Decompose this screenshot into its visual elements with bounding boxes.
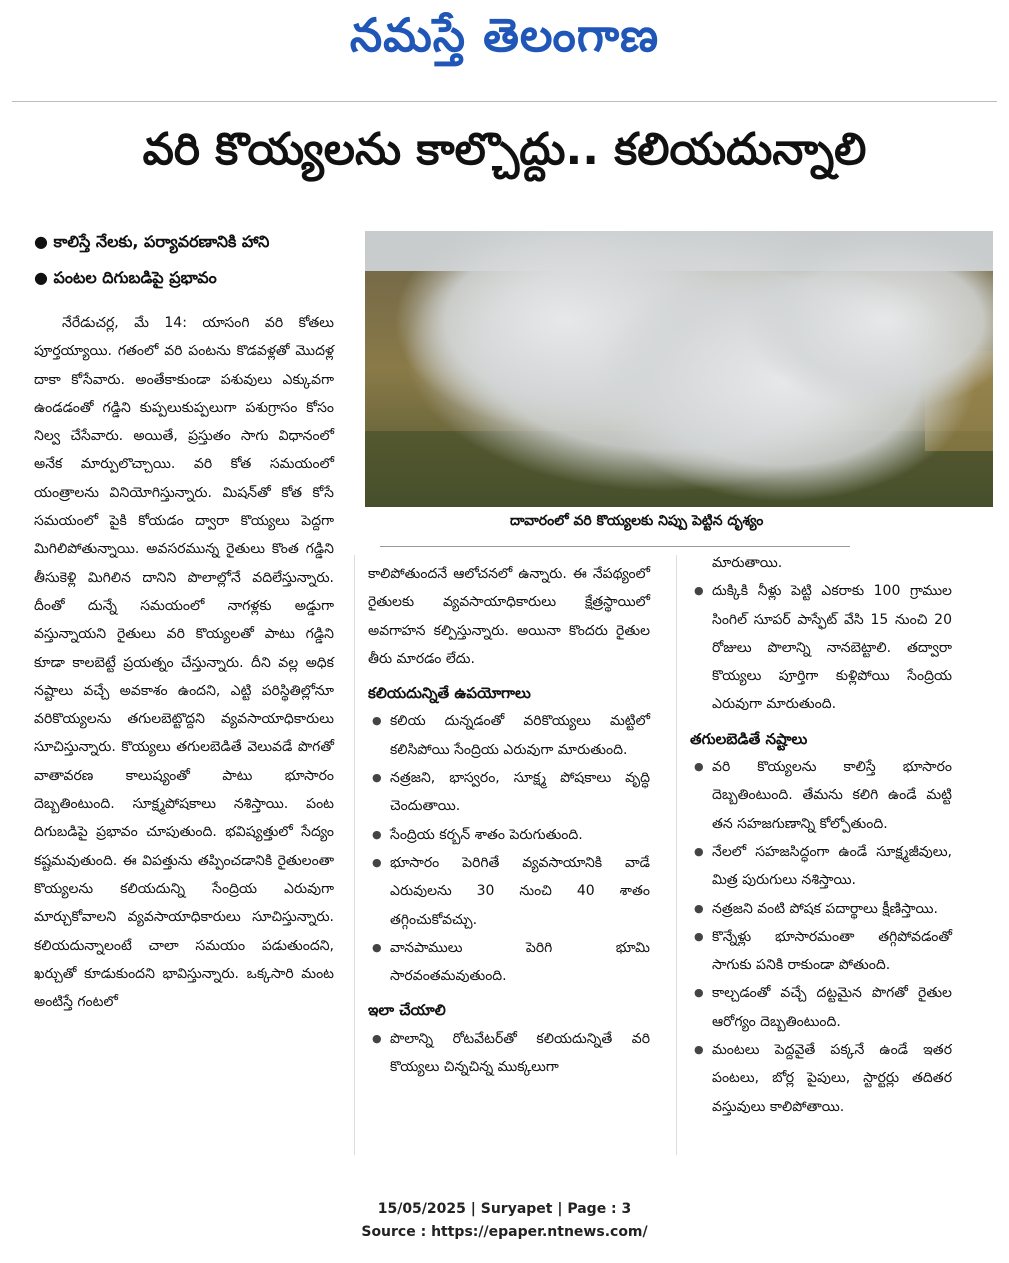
- list-item: ● సేంద్రియ కర్బన్ శాతం పెరుగుతుంది.: [368, 821, 650, 849]
- list-item: ● నత్రజని వంటి పోషక పదార్థాలు క్షీణిస్తాయి.: [690, 895, 952, 923]
- howto-list: [368, 1025, 650, 1082]
- list-item: ● దుక్కికి నీళ్లు పెట్టి ఎకరాకు 100 గ్రాముల సింగిల్ సూపర్ పాస్ఫేట్ వేసి 15 నుంచి 20 రోజులు పొలాన్ని నానబెట్టాలి. తద్వారా కొయ్యలు పూర్తిగా కుళ్లిపోయి సేంద్రియ ఎరువుగా మారుతుంది.: [690, 577, 952, 718]
- list-item: ● నేలలో సహజసిద్ధంగా ఉండే సూక్ష్మజీవులు, మిత్ర పురుగులు నశిస్తాయి.: [690, 838, 952, 895]
- caption-divider: [380, 546, 850, 547]
- article-body-paragraph: మారుతాయి.: [712, 555, 783, 571]
- article-body-paragraph: నేరేడుచర్ల, మే 14: యాసంగి వరి కోతలు పూర్తయ్యాయి. గతంలో వరి పంటను కొడవళ్లతో మొదళ్ల దాకా కోసేవారు. అంతేకాకుండా పశువులు ఎక్కువగా ఉండడంతో గడ్డిని కుప్పలుకుప్పలుగా పశుగ్రాసం కోసం నిల్వ చేసేవారు. అయితే, ప్రస్తుతం సాగు విధానంలో అనేక మార్పులొచ్చాయి. వరి కోత సమయంలో యంత్రాలను వినియోగిస్తున్నారు. మిషన్‌తో కోత కోసే సమయంలో పైకి కోయడం ద్వారా కొయ్యలు పెద్దగా మిగిలిపోతున్నాయి. అవసరమున్న రైతులు కొంత గడ్డిని తీసుకెళ్లి మిగిలిన దానిని పొలాల్లోనే వదిలేస్తున్నారు. దీంతో దున్నే సమయంలో నాగళ్లకు అడ్డుగా వస్తున్నాయని రైతులు వరి కొయ్యలతో పాటు గడ్డిని కూడా కాలబెట్టే ప్రయత్నం చేస్తున్నారు. దీని వల్ల అధిక నష్టాలు వచ్చే అవకాశం ఉందని, ఎట్టి పరిస్థితిల్లోనూ వరికొయ్యలను తగులబెట్టొద్దని వ్యవసాయాధికారులు సూచిస్తున్నారు. కొయ్యలు తగులబెడితే వెలువడే పొగతో వాతావరణ కాలుష్యంతో పాటు భూసారం దెబ్బతింటుంది. సూక్ష్మపోషకాలు నశిస్తాయి. పంట దిగుబడిపై ప్రభావం చూపుతుంది. భవిష్యత్తులో సేద్యం కష్టమవుతుంది. ఈ విపత్తును తప్పించడానికి రైతులంతా కొయ్యలను కలియదున్ని సేంద్రియ ఎరువుగా మార్చుకోవాలని వ్యవసాయాధికారులు సూచిస్తున్నారు. కలియదున్నాలంటే చాలా సమయం పడుతుందని, ఖర్చుతో కూడుకుందని భావిస్తున్నారు. ఒక్కసారి మంట అంటిస్తే గంటలో: [34, 315, 334, 1011]
- list-item: ● నత్రజని, భాస్వరం, సూక్ష్మ పోషకాలు వృద్ధి చెందుతాయి.: [368, 764, 650, 821]
- article-column-3: [690, 549, 952, 1121]
- top-divider: [12, 101, 997, 102]
- howto-list-continued: [690, 577, 952, 718]
- footer-dateline: 15/05/2025 | Suryapet | Page : 3: [377, 1201, 632, 1217]
- column-divider: [676, 555, 677, 1155]
- headline: వరి కొయ్యలను కాల్చొద్దు.. కలియదున్నాలి: [142, 124, 867, 175]
- field-smoke-image: [365, 231, 993, 507]
- list-item: ● వరి కొయ్యలను కాలిస్తే భూసారం దెబ్బతింటుంది. తేమను కలిగి ఉండే మట్టి తన సహజగుణాన్ని కోల్పోతుంది.: [690, 753, 952, 838]
- highlight-bullet-2: ● పంటల దిగుబడిపై ప్రభావం: [34, 268, 217, 287]
- news-photo: [365, 231, 993, 507]
- photo-caption: దావారంలో వరి కొయ్యలకు నిప్పు పెట్టిన దృశ్యం: [510, 513, 764, 529]
- list-item: ● కలియ దున్నడంతో వరికొయ్యలు మట్టిలో కలిసిపోయి సేంద్రియ ఎరువుగా మారుతుంది.: [368, 707, 650, 764]
- list-item: ● కొన్నేళ్లు భూసారమంతా తగ్గిపోవడంతో సాగుకు పనికి రాకుండా పోతుంది.: [690, 923, 952, 980]
- list-item: ● భూసారం పెరిగితే వ్యవసాయానికి వాడే ఎరువులను 30 నుంచి 40 శాతం తగ్గించుకోవచ్చు.: [368, 849, 650, 934]
- article-body-paragraph: కాలిపోతుందనే ఆలోచనలో ఉన్నారు. ఈ నేపథ్యంలో రైతులకు వ్యవసాయాధికారులు క్షేత్రస్థాయిలో అవగాహన కల్పిస్తున్నారు. అయినా కొందరు రైతుల తీరు మారడం లేదు.: [368, 566, 650, 667]
- list-item: ● వానపాములు పెరిగి భూమి సారవంతమవుతుంది.: [368, 934, 650, 991]
- subheading-losses: తగులబెడితే నష్టాలు: [690, 729, 808, 748]
- highlight-bullet-1: ● కాలిస్తే నేలకు, పర్యావరణానికి హాని: [34, 232, 270, 251]
- article-column-1: [34, 309, 334, 1016]
- subheading-benefits: కలియదున్నితే ఉపయోగాలు: [368, 684, 531, 703]
- list-item: ● మంటలు పెద్దవైతే పక్కనే ఉండే ఇతర పంటలు, బోర్ల పైపులు, స్టార్టర్లు తదితర వస్తువులు కాలిపోతాయి.: [690, 1036, 952, 1121]
- masthead-logo: నమస్తే తెలంగాణ: [349, 8, 660, 62]
- footer-source: Source : https://epaper.ntnews.com/: [361, 1224, 648, 1240]
- losses-list: [690, 753, 952, 1121]
- column-divider: [354, 555, 355, 1155]
- benefits-list: [368, 707, 650, 990]
- list-item: ● కాల్చడంతో వచ్చే దట్టమైన పొగతో రైతుల ఆరోగ్యం దెబ్బతింటుంది.: [690, 979, 952, 1036]
- article-column-2: [368, 560, 650, 1081]
- subheading-howto: ఇలా చేయాలి: [368, 1001, 446, 1020]
- list-item: ● పొలాన్ని రోటవేటర్‌తో కలియదున్నితే వరి కొయ్యలు చిన్నచిన్న ముక్కలుగా: [368, 1025, 650, 1082]
